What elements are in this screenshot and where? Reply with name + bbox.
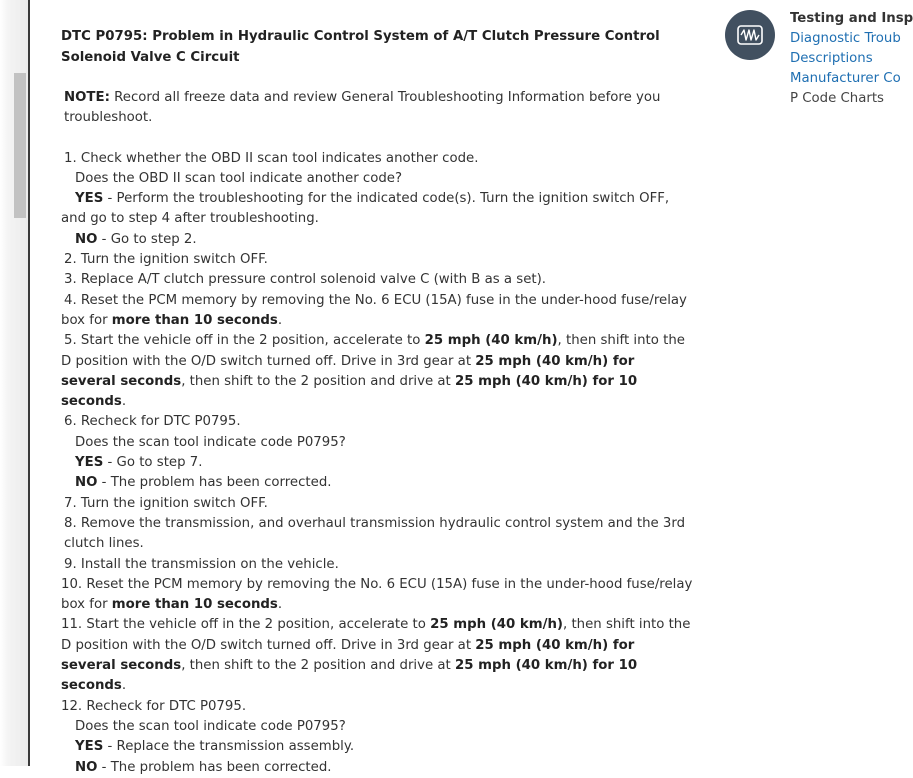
step-2: 2. Turn the ignition switch OFF. [64, 252, 268, 268]
no-label: NO [75, 759, 98, 775]
note-paragraph [61, 88, 693, 129]
yes-label: YES [75, 191, 104, 207]
step-6-question: Does the scan tool indicate code P0795? [75, 434, 346, 450]
step-4 [61, 291, 693, 332]
related-links-panel [790, 9, 913, 109]
step-5-bold-d: 25 mph (40 km/h) for several seconds [61, 353, 635, 389]
step-11-bold-d: 25 mph (40 km/h) for several seconds [61, 637, 635, 674]
no-label: NO [75, 231, 98, 247]
left-gutter [0, 0, 30, 766]
yes-text: - Replace the transmission assembly. [103, 739, 355, 755]
page-title: DTC P0795: Problem in Hydraulic Control System of A/T Clutch Pressure Control Solenoid Valve C Circuit [61, 29, 660, 65]
waveform-icon [725, 10, 775, 60]
step-12-yes [61, 737, 693, 757]
p-code-charts: P Code Charts [790, 91, 884, 106]
step-5-bold-b: 25 mph (40 km/h) [424, 333, 558, 349]
step-11-text-c: , then shift into the D position with the O/D switch turned off. Drive in 3rd gear at [61, 617, 691, 653]
step-5-text-c: , then shift into the D position with the O/D switch turned off. Drive in 3rd gear at [61, 333, 685, 369]
link-manufacturer-codes[interactable]: Manufacturer Co [790, 71, 901, 86]
step-6-yes [61, 453, 693, 473]
no-text: - The problem has been corrected. [97, 475, 332, 491]
step-6: 6. Recheck for DTC P0795. [64, 414, 241, 430]
step-12-question: Does the scan tool indicate code P0795? [75, 718, 346, 734]
step-9: 9. Install the transmission on the vehicle. [64, 556, 339, 572]
step-8: 8. Remove the transmission, and overhaul transmission hydraulic control system and the 3rd clutch lines. [64, 515, 686, 552]
step-11-text-e: , then shift to the 2 position and drive at [181, 658, 455, 674]
no-text: - The problem has been corrected. [97, 759, 332, 775]
step-1: 1. Check whether the OBD II scan tool indicates another code. [64, 150, 479, 166]
yes-label: YES [75, 739, 104, 755]
waveform-icon-graphic [737, 25, 763, 45]
step-10-text: 10. Reset the PCM memory by removing the No. 6 ECU (15A) fuse in the under-hood fuse/relay box for [61, 576, 693, 613]
link-diagnostic-trouble-code[interactable]: Diagnostic Troub [790, 31, 901, 46]
yes-label: YES [75, 455, 104, 471]
step-10-bold: more than 10 seconds [111, 597, 278, 613]
no-label: NO [75, 475, 98, 491]
step-4-end: . [277, 312, 283, 328]
section-heading: Testing and Insp [790, 11, 913, 26]
step-7: 7. Turn the ignition switch OFF. [64, 495, 268, 511]
step-5 [61, 331, 693, 412]
document-content [61, 26, 693, 778]
note-label: NOTE: [64, 90, 110, 105]
step-12-no [61, 758, 693, 778]
step-4-bold: more than 10 seconds [111, 312, 278, 328]
no-text: - Go to step 2. [97, 231, 197, 247]
step-11-bold-b: 25 mph (40 km/h) [430, 617, 564, 633]
step-10 [61, 575, 693, 616]
step-5-bold-f: 25 mph (40 km/h) for 10 seconds [61, 373, 638, 410]
step-11-text-a: 11. Start the vehicle off in the 2 position, accelerate to [61, 617, 431, 633]
step-4-text: 4. Reset the PCM memory by removing the No. 6 ECU (15A) fuse in the under-hood fuse/relay box for [61, 292, 687, 328]
step-5-text-e: , then shift to the 2 position and drive at [181, 373, 455, 389]
step-11 [61, 615, 693, 696]
step-12: 12. Recheck for DTC P0795. [61, 698, 247, 714]
step-5-text-g: . [121, 394, 127, 410]
scrollbar-thumb[interactable] [14, 73, 26, 218]
link-descriptions[interactable]: Descriptions [790, 51, 873, 66]
step-1-no [61, 230, 693, 250]
steps-list [61, 149, 693, 778]
step-3: 3. Replace A/T clutch pressure control solenoid valve C (with B as a set). [64, 272, 546, 288]
step-6-no [61, 473, 693, 493]
yes-text: - Perform the troubleshooting for the indicated code(s). Turn the ignition switch OFF, and go to step 4 after troubleshooting. [61, 191, 670, 227]
step-1-yes [61, 189, 693, 230]
step-11-text-g: . [121, 678, 127, 694]
note-text: Record all freeze data and review General Troubleshooting Information before you troubleshoot. [64, 90, 661, 126]
step-1-question: Does the OBD II scan tool indicate another code? [75, 170, 403, 186]
step-10-end: . [277, 597, 283, 613]
step-11-bold-f: 25 mph (40 km/h) for 10 seconds [61, 658, 638, 694]
yes-text: - Go to step 7. [103, 455, 203, 471]
step-5-text-a: 5. Start the vehicle off in the 2 position, accelerate to [64, 333, 425, 349]
